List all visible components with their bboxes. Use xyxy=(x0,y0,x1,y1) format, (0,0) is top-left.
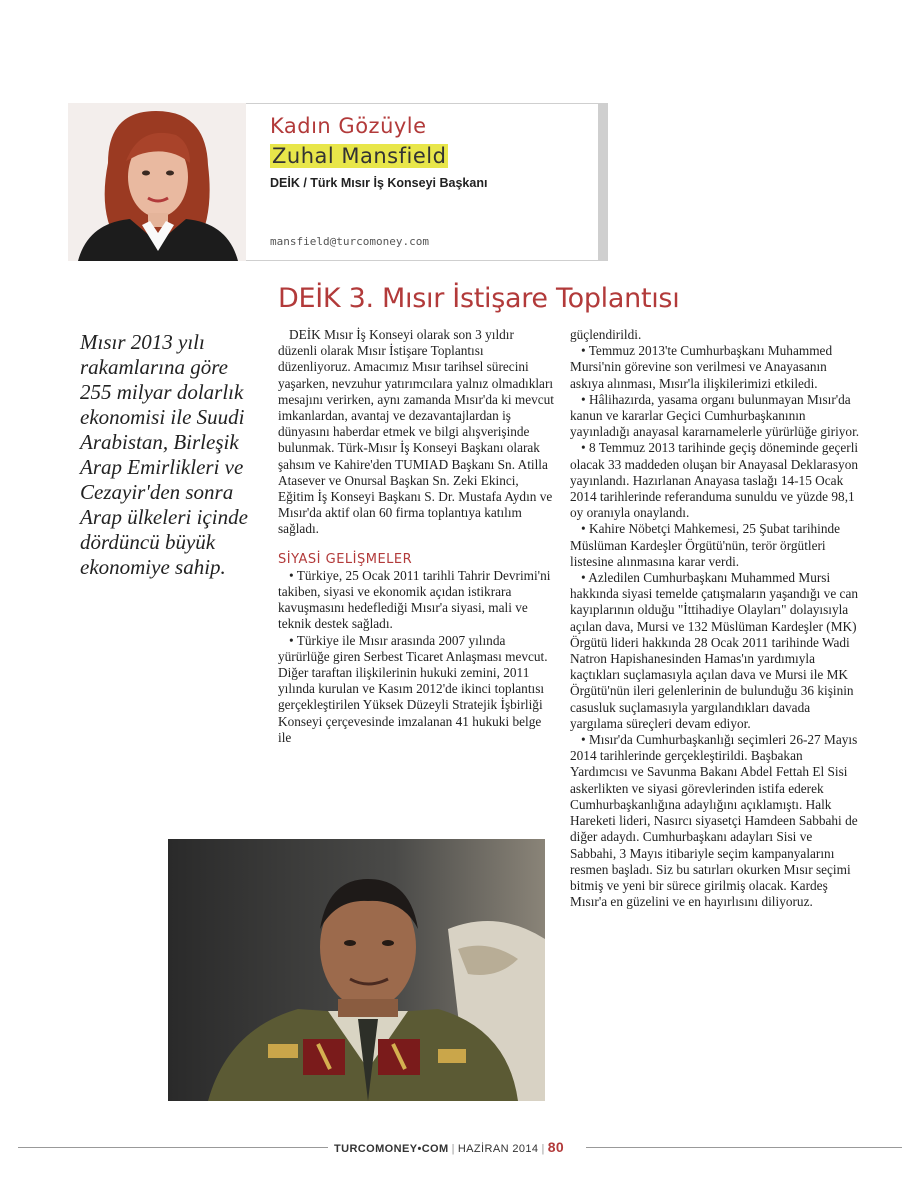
author-email[interactable]: mansfield@turcomoney.com xyxy=(270,235,429,248)
footer-separator: | xyxy=(541,1143,545,1155)
footer-issue: HAZİRAN 2014 xyxy=(457,1143,539,1155)
bullet-paragraph: • Kahire Nöbetçi Mahkemesi, 25 Şubat tarihinde Müslüman Kardeşler Örgütü'nün, terör örgütleri listesine alınmasına karar verdi. xyxy=(570,521,841,569)
bullet-paragraph: • Mısır'da Cumhurbaşkanlığı seçimleri 26-27 Mayıs 2014 tarihlerinde gerçekleştirildi. Başbakan Yardımcısı ve Savunma Bakanı Abdel Fettah El Sisi askerlikten ve siyasi görevlerinden istifa ederek Cumhurbaşkanlığına adaylığını açıklamıştı. Halk Hareketi lideri, Nasırcı siyasetçi Hamdeen Sabbahi de diğer adaydı. Cumhurbaşkanı adayları Sisi ve Sabbahi, 3 Mayıs itibariyle seçim kampanyalarını resmen başladı. Siz bu satırları okurken Mısır seçimi bitmiş ve yeni bir sürece girilmiş olacak. Kardeş Mısır'a en güzelini ve en hayırlısını diliyoruz. xyxy=(570,732,858,910)
bullet-paragraph: • Temmuz 2013'te Cumhurbaşkanı Muhammed Mursi'nin görevine son verilmesi ve Anayasanın askıya alınması, Mısır'la ilişkilerimizi etkiledi. xyxy=(570,343,833,391)
article-title: DEİK 3. Mısır İstişare Toplantısı xyxy=(278,283,680,314)
bullet-paragraph: • 8 Temmuz 2013 tarihinde geçiş döneminde geçerli olacak 33 maddeden oluşan bir Anayasal Deklarasyon yayınlandı. Hazırlanan Anayasa taslağı 14-15 Ocak 2014 tarihlerinde referanduma sunuldu ve yüzde 98,1 oy oranıyla onaylandı. xyxy=(570,440,859,521)
continuation-text: güçlendirildi. xyxy=(570,327,642,342)
author-portrait xyxy=(68,103,246,261)
author-role: DEİK / Türk Mısır İş Konseyi Başkanı xyxy=(270,176,488,190)
article-column-2 xyxy=(570,327,860,910)
page-footer xyxy=(334,1139,564,1155)
page-number: 80 xyxy=(547,1139,565,1155)
article-photo xyxy=(168,839,545,1101)
pull-quote: Mısır 2013 yılı rakamlarına göre 255 milyar dolarlık ekonomisi ile Suudi Arabistan, Birleşik Arap Emirlikleri ve Cezayir'den sonra Arap ülkeleri içinde dördüncü büyük ekonomiye sahip. xyxy=(80,330,248,579)
bullet-paragraph: • Türkiye, 25 Ocak 2011 tarihli Tahrir Devrimi'ni takiben, siyasi ve ekonomik açıdan istikrara kavuşmasını hedeflediği Mısır'a siyasi, mali ve teknik destek sağladı. xyxy=(278,567,551,632)
section-heading: SİYASİ GELİŞMELER xyxy=(278,551,413,567)
footer-rule-right xyxy=(586,1147,902,1148)
author-name: Zuhal Mansfield xyxy=(272,144,447,168)
footer-brand: TURCOMONEY•COM xyxy=(334,1143,449,1155)
header-accent-bar xyxy=(599,103,608,261)
intro-paragraph: DEİK Mısır İş Konseyi olarak son 3 yıldır düzenli olarak Mısır İstişare Toplantısı düzenliyoruz. Amacımız Mısır tarihsel sürecini yaşarken, nevzuhur yatırımcılara yalnız olmadıkları mesajını verirken, aynı zamanda Mısır'da ki mevcut imkanlardan, avantaj ve dezavantajlardan iş dünyasını haberdar etmek ve bilgi alışverişinde bulunmak. Türk-Mısır İş Konseyi Başkanı olarak şahsım ve Kahire'den TUMIAD Başkanı Sn. Atilla Atasever ve Onursal Başkan Sn. Zeki Ekinci, Eğitim İş Konseyi Başkanı S. Dr. Mustafa Aydın ve Mısır'da aktif olan 60 firma toplantıya katılım sağladı. xyxy=(278,327,555,537)
bullet-paragraph: • Hâlihazırda, yasama organı bulunmayan Mısır'da kanun ve kararlar Geçici Cumhurbaşkanının yayınladığı anayasal kararnamelerle yürürlüğe giriyor. xyxy=(570,391,860,440)
bullet-paragraph: • Türkiye ile Mısır arasında 2007 yılında yürürlüğe giren Serbest Ticaret Anlaşması mevcut. Diğer taraftan ilişkilerinin hukuki zemini, 2011 yılında kurulan ve Kasım 2012'de ikinci toplantısı gerçekleştirilen Yüksek Düzeyli Stratejik İşbirliği Konseyi çerçevesinde imzalanan 41 hukuki belge ile xyxy=(278,632,548,745)
column-header-text xyxy=(270,114,487,190)
bullet-paragraph: • Azledilen Cumhurbaşkanı Muhammed Mursi hakkında siyasi temelde çatışmaların yaşandığı ve can kayıplarının olduğu "İttihadiye Olayları" dolayısıyla açılan dava, Mursi ve 132 Müslüman Kardeşler (MK) Örgütü lideri hakkında 28 Ocak 2011 tarihinde Wadi Natron Hapishanesinden Hamas'ın yardımıyla kaçtıkları suçlamasıyla açılan dava ve Mursi ile MK Örgütü'nün ileri gelenlerinin de bulunduğu 36 kişinin casusluk suçlamasıyla yargılandıkları davada yargılama süreçleri devam ediyor. xyxy=(570,570,858,731)
footer-separator: | xyxy=(451,1143,455,1155)
column-title: Kadın Gözüyle xyxy=(270,114,427,138)
footer-rule-left xyxy=(18,1147,328,1148)
article-column-1 xyxy=(278,327,554,746)
